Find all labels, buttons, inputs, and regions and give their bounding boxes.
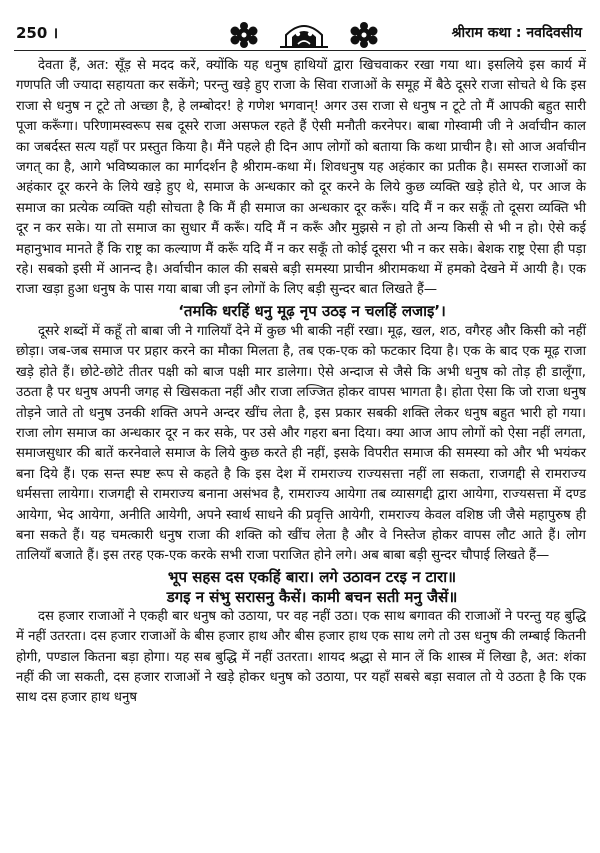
paragraph-3: दस हजार राजाओं ने एकही बार धनुष को उठाया, पर वह नहीं उठा। एक साथ बगावत की राजाओं ने परन्तु यह बुद्धि में नहीं उतरता। दस हजार राजाओं के बीस हजार हाथ और बीस हजार हाथ एक साथ लगे तो उस धनुष की लम्बाई कितनी होगी, पण्डाल कितना बड़ा होगा। यह सब बुद्धि में नहीं उतरता। शायद श्रद्धा से मान लें कि शास्त्र में लिखा है, अत: शंका नहीं की जा सकती, दस हजार राजाओं ने खड़े होकर धनुष को उठाया, पर यहाँ सबसे बड़ा सवाल तो ये उठता है कि एक साथ दस हजार हाथ धनुष: [16, 608, 586, 706]
verse-1: ‘तमकि धरहिं धनु मूढ़ नृप उठइ न चलहिं लजाइ’।: [178, 301, 446, 320]
paragraph-1: देवता हैं, अत: सूँड़ से मदद करें, क्योंकि यह धनुष हाथियों द्वारा खिचवाकर रखा गया था। इसलिये इस कार्य में गणपति जी ज्यादा सहायता कर सकेंगे; परन्तु खड़े हुए राजा के सिवा राजाओं के समूह में बैठे दूसरे राजा सोचते थे कि इस राजा से धनुष न टूटे तो अच्छा है, हे लम्बोदर! हे गणेश भगवान्! अगर उस राजा से धनुष न टूटे तो मैं आपकी बहुत सारी पूजा करूँगा। परिणामस्वरूप सब दूसरे राजा असफल रहते हैं ऐसी मनौती करनेपर। बाबा गोस्वामी जी ने अर्वाचीन काल का जबर्दस्त सत्य यहाँ पर प्रस्तुत किया है। मैंने पहले ही दिन आप लोगों को बताया कि कथा प्राचीन है। सो आज अर्वाचीन जगत् का है, आगे भविष्यकाल का मार्गदर्शन है श्रीराम-कथा में। शिवधनुष यह अहंकार का प्रतीक है। समस्त राजाओं का अहंकार दूर करने के लिये खड़े हुए थे, समाज के अन्धकार को दूर करने के लिये कुछ व्यक्ति खड़े होते थे, पर आज के समाज का प्रत्येक व्यक्ति यही सोचता है कि मैं ही समाज का अन्धकार दूर करूँ। यदि मैं न कर सकूँ तो दूसरा व्यक्ति भी दूर न कर सके। या तो समाज का सुधार मैं करूँ। यदि मैं न करूँ और मुझसे न हो तो अन्य किसी से भी न हो। ऐसे कई महानुभाव मानते हैं कि राष्ट्र का कल्याण मैं करूँ यदि मैं न कर सकूँ तो कोई दूसरा भी न कर सके। बेशक राष्ट्र ऐसा ही पड़ा रहे। सबको इसी में आनन्द है। अर्वाचीन काल की सबसे बड़ी समस्या प्राचीन श्रीरामकथा में हमको देखने में आयी है। एक राजा खड़ा हुआ धनुष के पास गया बाबा जी इन लोगों के लिए बड़ी सुन्दर बात लिखते हैं—: [16, 58, 586, 298]
header-rule: [14, 50, 586, 51]
verse-2-line-1: भूप सहस दस एकहिं बारा। लगे उठावन टरइ न टारा॥: [167, 567, 457, 586]
page-number: 250 ।: [16, 24, 59, 42]
body-text: [16, 56, 586, 709]
page-header: [14, 20, 586, 50]
verse-2-line-2: डगइ न संभु सरासनु कैसें। कामी बचन सती मनु जैसें॥: [166, 587, 458, 606]
ornament-icon: [214, 20, 394, 50]
paragraph-2: दूसरे शब्दों में कहूँ तो बाबा जी ने गालियाँ देने में कुछ भी बाकी नहीं रखा। मूढ़, खल, शठ, वगैरह और किसी को नहीं छोड़ा। जब-जब समाज पर प्रहार करने का मौका मिलता है, तब एक-एक को फटकार दिया है। एक के बाद एक मूढ़ राजा खड़े होते हैं। छोटे-छोटे तीतर पक्षी को बाज पक्षी मार डालेगा। ऐसे अन्दाज से जैसे कि अभी धनुष को तोड़ ही डालूँगा, उठता है पर धनुष अपनी जगह से खिसकता नहीं और राजा लज्जित होकर वापस भागता है। होता ऐसा कि जो राजा धनुष तोड़ने जाते तो धनुष उनकी शक्ति अपने अन्दर खींच लेता है, इस प्रकार सबकी शक्ति लेकर धनुष बहुत भारी हो गया। राजा लोग समाज का अन्धकार दूर न कर सके, पर उसे और गहरा बना दिया। क्या आज आप लोगों को ऐसा नहीं लगता, समाजसुधार की बातें करनेवाले समाज के लिये कुछ करते ही नहीं, इसके विपरीत समाज की समस्या को और भी भयंकर बना दिये हैं। एक सन्त स्पष्ट रूप से कहते है कि इस देश में रामराज्य राज्यसत्ता नहीं ला सकता, राजगद्दी से रामराज्य धर्मसत्ता लायेगा। राजगद्दी से रामराज्य बनाना असंभव है, रामराज्य आयेगा तब व्यासगद्दी द्वारा आयेगा, राज्यसत्ता में दण्ड आयेगा, भेद आयेगा, अनीति आयेगी, अपने स्वार्थ साधने की प्रवृत्ति आयेगी, रामराज्य केवल वशिष्ठ जी जैसे महापुरुष ही बना सकते हैं। यह चमत्कारी धनुष राजा की शक्ति को खींच लेता है और वे निस्तेज होकर वापस लौट आते हैं। लोग तालियाँ बजाते हैं। इस तरह एक-एक करके सभी राजा पराजित होने लगे। अब बाबा बड़ी सुन्दर चौपाई लिखते हैं—: [16, 323, 586, 564]
running-title: श्रीराम कथा : नवदिवसीय: [451, 25, 582, 41]
